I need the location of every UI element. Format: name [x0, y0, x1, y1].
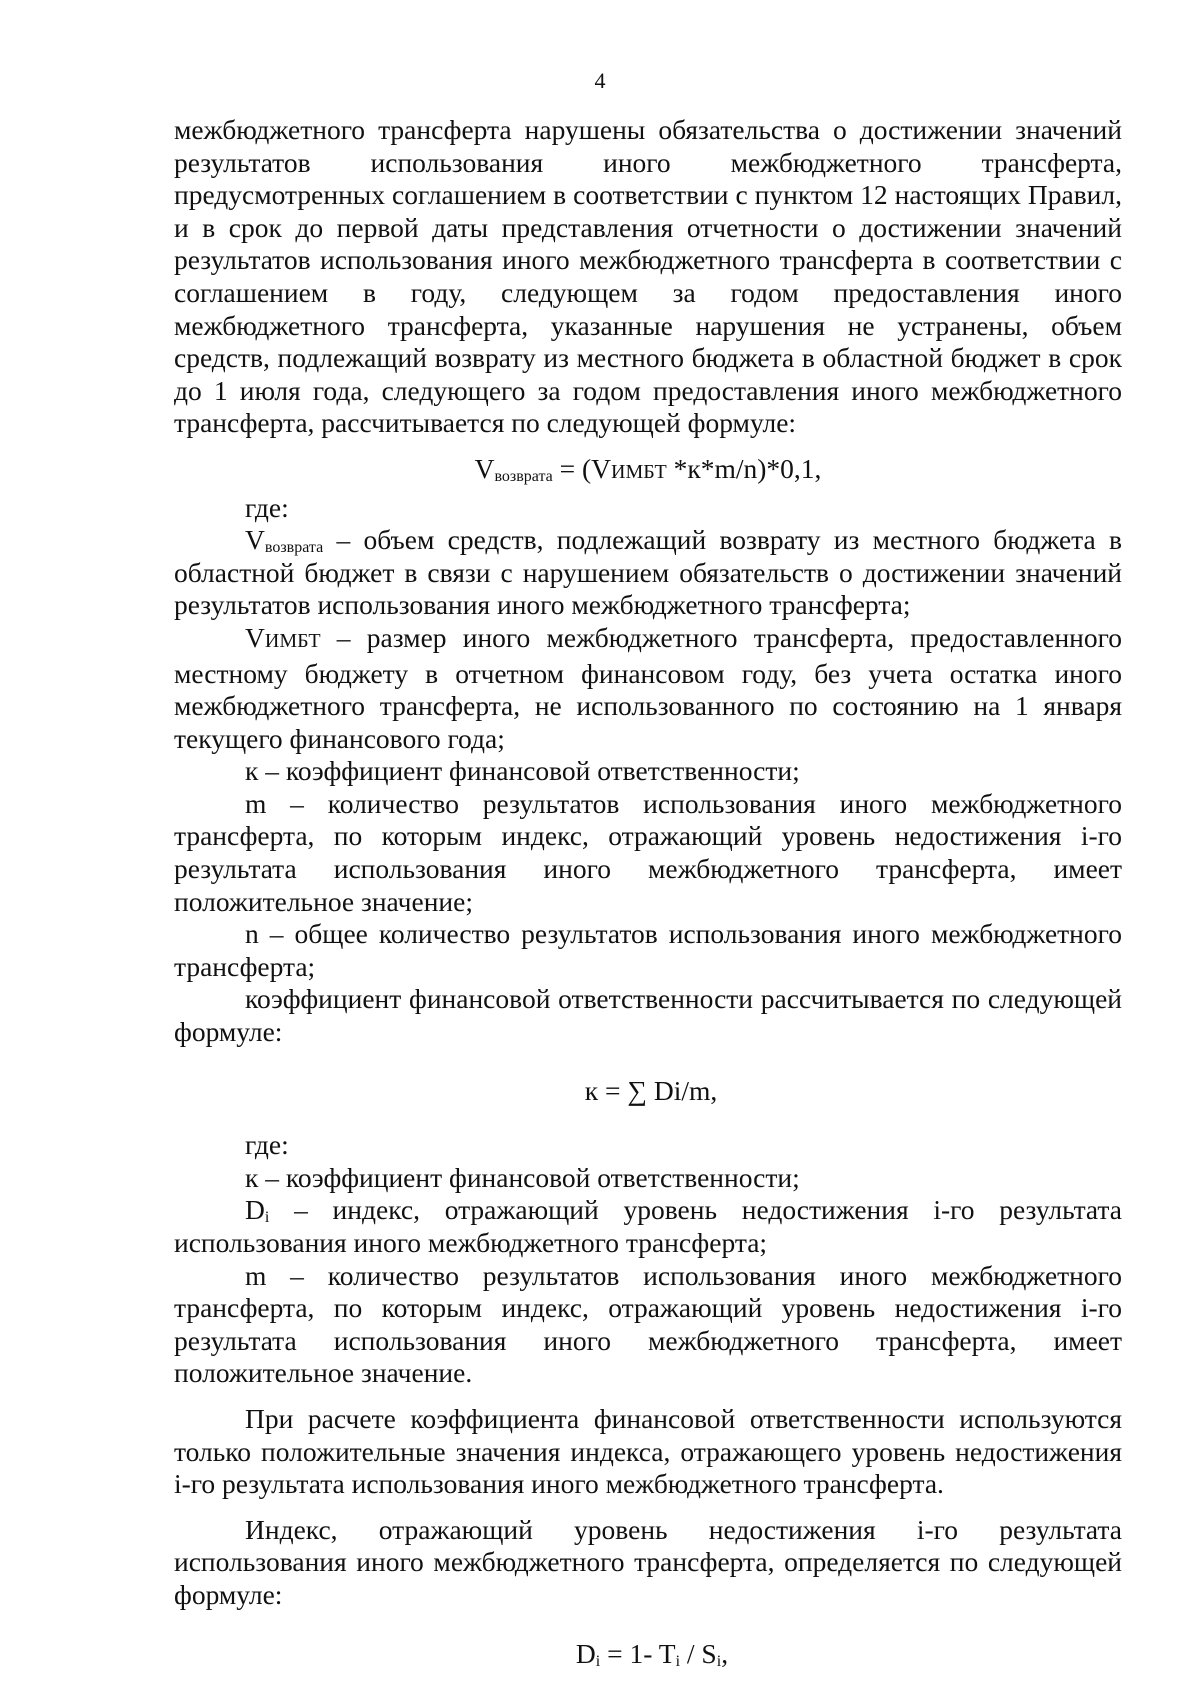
def-v-return-symbol: V — [245, 524, 265, 556]
formula-d-middle: = 1- T — [600, 1637, 676, 1669]
where-label-1: где: — [245, 491, 289, 523]
formula-imbt-label: ИМБТ — [611, 460, 667, 483]
formula-d-slash: / S — [680, 1637, 717, 1669]
formula-s-subscript: i — [716, 1652, 722, 1670]
formula-v-tail: *к*m/n)*0,1, — [666, 452, 822, 484]
def-d-symbol: D — [245, 1194, 265, 1226]
index-formula-intro: Индекс, отражающий уровень недостижения i-го результата использования иного межбюджетного трансферта, определяется по следующей формуле: — [174, 1513, 1122, 1610]
def-v-imbt — [174, 622, 1122, 755]
formula-d-symbol: D — [575, 1637, 596, 1669]
formula-d — [174, 1638, 1122, 1671]
formula-v-subscript: возврата — [494, 467, 553, 485]
def-k-1: к – коэффициент финансовой ответственности; — [245, 755, 800, 787]
formula-d-end: , — [721, 1637, 729, 1669]
def-m-2: m – количество результатов использования иного межбюджетного трансферта, по которым индекс, отражающий уровень недостижения i-го результата использования иного межбюджетного трансферта, имеет положительное значение. — [174, 1259, 1122, 1389]
def-d-text: – индекс, отражающий уровень недостижения i-го результата использования иного межбюджетного трансферта; — [174, 1194, 1122, 1258]
document-body — [174, 114, 1122, 1670]
def-v-imbt-symbol: V — [245, 621, 265, 653]
formula-v-symbol: V — [474, 452, 495, 484]
formula-t-subscript: i — [675, 1652, 681, 1670]
formula-d-subscript: i — [595, 1652, 601, 1670]
k-formula-intro: коэффициент финансовой ответственности рассчитывается по следующей формуле: — [174, 983, 1122, 1048]
def-d-subscript: i — [264, 1209, 270, 1227]
formula-k: к = ∑ Di/m, — [584, 1074, 718, 1106]
where-label-2: где: — [245, 1129, 289, 1161]
def-v-return-text: – объем средств, подлежащий возврату из местного бюджета в областной бюджет в связи с нарушением обязательств о достижении значений результатов использования иного межбюджетного трансферта; — [174, 524, 1122, 621]
formula-return-volume — [174, 453, 1122, 489]
formula-v-middle: = (V — [552, 452, 612, 484]
def-m-1: m – количество результатов использования иного межбюджетного трансферта, по которым индекс, отражающий уровень недостижения i-го результата использования иного межбюджетного трансферта, имеет положительное значение; — [174, 787, 1122, 917]
def-k-2: к – коэффициент финансовой ответственности; — [245, 1161, 800, 1193]
paragraph-intro: межбюджетного трансферта нарушены обязательства о достижении значений результатов использования иного межбюджетного трансферта, предусмотренных соглашением в соответствии с пунктом 12 настоящих Правил, и в срок до первой даты представления отчетности о достижении значений результатов использования иного межбюджетного трансферта в соответствии с соглашением в году, следующем за годом предоставления иного межбюджетного трансферта, указанные нарушения не устранены, объем средств, подлежащий возврату из местного бюджета в областной бюджет в срок до 1 июля года, следующего за годом предоставления иного межбюджетного трансферта, рассчитывается по следующей формуле: — [174, 114, 1122, 439]
def-v-imbt-text: – размер иного межбюджетного трансферта, предоставленного местному бюджету в отчетном финансовом году, без учета остатка иного межбюджетного трансферта, не использованного по состоянию на 1 января текущего финансового года; — [174, 621, 1122, 754]
def-n: n – общее количество результатов использования иного межбюджетного трансферта; — [174, 918, 1122, 982]
def-v-imbt-label: ИМБТ — [264, 629, 321, 652]
def-v-return-subscript: возврата — [264, 539, 324, 557]
positive-values-note: При расчете коэффициента финансовой ответственности используются только положительные значения индекса, отражающего уровень недостижения i-го результата использования иного межбюджетного трансферта. — [174, 1402, 1122, 1500]
page-number: 4 — [594, 68, 606, 93]
def-v-return — [174, 524, 1122, 622]
def-d — [174, 1194, 1122, 1259]
